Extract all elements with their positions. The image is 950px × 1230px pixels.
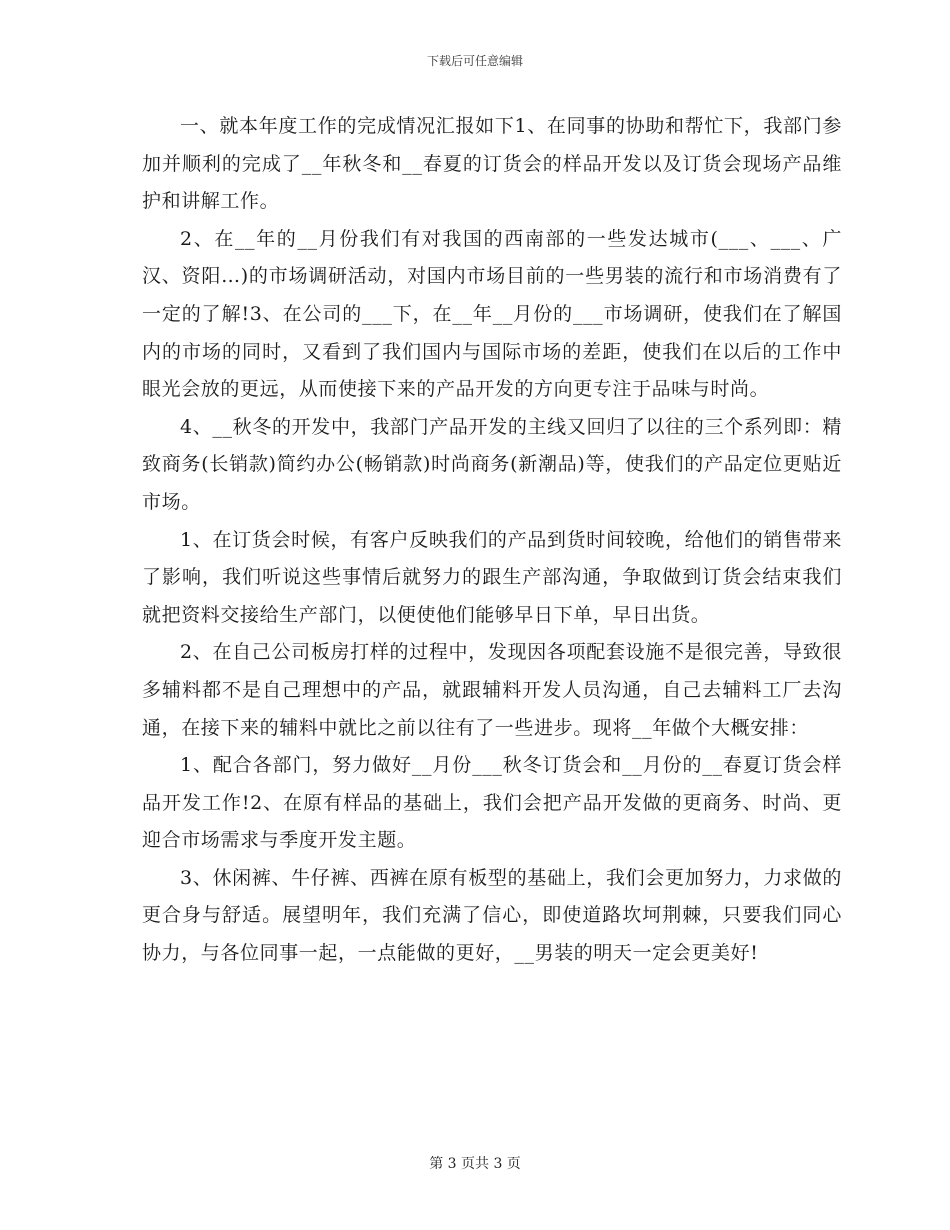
paragraph-4: 1、在订货会时候，有客户反映我们的产品到货时间较晚，给他们的销售带来了影响，我们听说这些事情后就努力的跟生产部沟通，争取做到订货会结束我们就把资料交接给生产部门，以便使他们能够早日下单，早日出货。 — [142, 528, 842, 626]
paragraph-5: 2、在自己公司板房打样的过程中，发现因各项配套设施不是很完善，导致很多辅料都不是自己理想中的产品，就跟辅料开发人员沟通，自己去辅料工厂去沟通，在接下来的辅料中就比之前以往有了一些进步。现将__年做个大概安排： — [142, 641, 842, 739]
paragraph-7: 3、休闲裤、牛仔裤、西裤在原有板型的基础上，我们会更加努力，力求做的更合身与舒适。展望明年，我们充满了信心，即使道路坎坷荆棘，只要我们同心协力，与各位同事一起，一点能做的更好，__男装的明天一定会更美好! — [142, 866, 842, 965]
document-body — [142, 108, 842, 973]
paragraph-6: 1、配合各部门，努力做好__月份___秋冬订货会和__月份的__春夏订货会样品开发工作!2、在原有样品的基础上，我们会把产品开发做的更商务、时尚、更迎合市场需求与季度开发主题。 — [142, 754, 842, 852]
page-footer: 第 3 页共 3 页 — [429, 1156, 521, 1172]
paragraph-3: 4、__秋冬的开发中，我部门产品开发的主线又回归了以往的三个系列即：精致商务(长销款)简约办公(畅销款)时尚商务(新潮品)等，使我们的产品定位更贴近市场。 — [142, 415, 842, 513]
page-header: 下载后可任意编辑 — [426, 54, 523, 68]
paragraph-1: 一、就本年度工作的完成情况汇报如下1、在同事的协助和帮忙下，我部门参加并顺利的完成了__年秋冬和__春夏的订货会的样品开发以及订货会现场产品维护和讲解工作。 — [142, 115, 842, 213]
paragraph-2: 2、在__年的__月份我们有对我国的西南部的一些发达城市(___、___、广汉、资阳…)的市场调研活动，对国内市场目前的一些男装的流行和市场消费有了一定的了解!3、在公司的___下，在__年__月份的___市场调研，使我们在了解国内的市场的同时，又看到了我们国内与国际市场的差距，使我们在以后的工作中眼光会放的更远，从而使接下来的产品开发的方向更专注于品味与时尚。 — [142, 227, 842, 401]
